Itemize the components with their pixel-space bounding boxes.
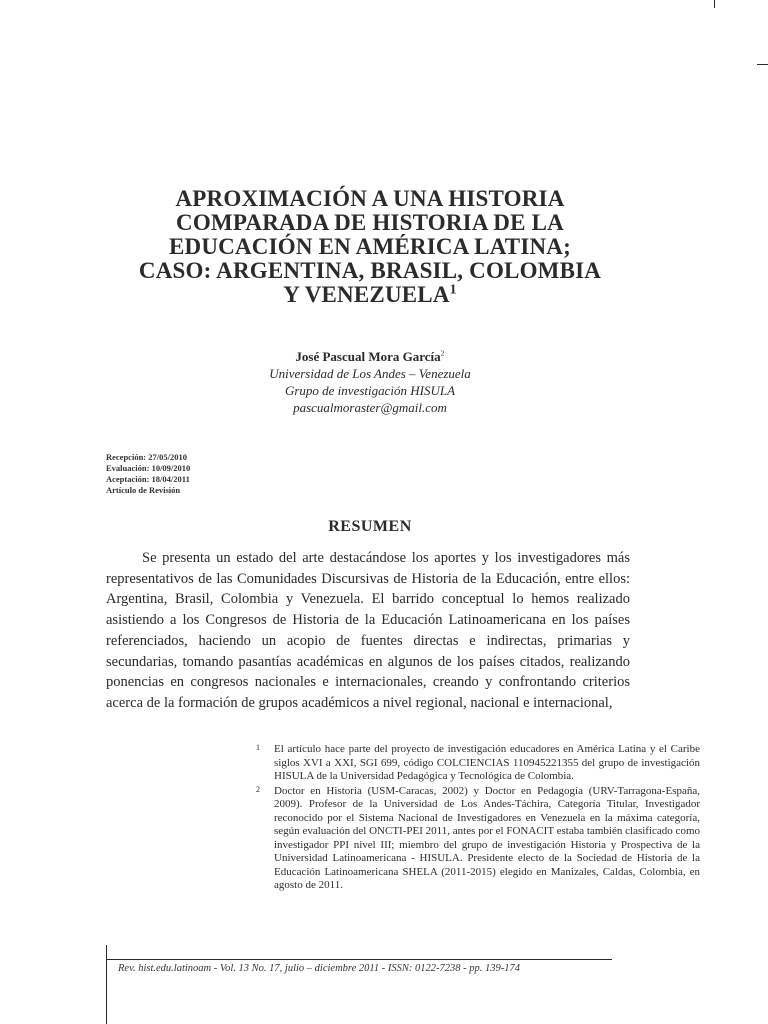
date-evaluacion: Evaluación: 10/09/2010 [106,463,191,473]
title-line: Y VENEZUELA [283,282,450,307]
abstract-body: Se presenta un estado del arte destacándose los aportes y los investigadores más representativos de las Comunidades Discursivas de Historia de la Educación, entre ellos: Argentina, Brasil, Colombia y Venezuela. El barrido conceptual lo hemos realizado asistiendo a los Congresos de Historia de la Educación Latinoamericana en los países referenciados, haciendo un acopio de fuentes directas e indirectas, primarias y secundarias, tomando pasantías académicas en algunos de los países citados, realizando ponencias en congresos nacionales e internacionales, creando y confrontando criterios acerca de la formación de grupos académicos a nivel regional, nacional e internacional, [106,550,630,711]
journal-citation: Rev. hist.edu.latinoam - Vol. 13 No. 17, julio – diciembre 2011 - ISSN: 0122-7238 - pp. 139-174 [118,963,520,974]
title-line-last [90,283,650,307]
title-line: CASO: ARGENTINA, BRASIL, COLOMBIA [138,258,602,283]
date-aceptacion: Aceptación: 18/04/2011 [106,474,190,484]
title-line: APROXIMACIÓN A UNA HISTORIA [175,186,565,211]
footnotes [256,743,700,894]
crop-mark-top [714,0,715,8]
abstract-heading: RESUMEN [328,518,412,535]
article-type: Artículo de Revisión [106,485,181,495]
footnote-text: El artículo hace parte del proyecto de investigación educadores en América Latina y el Caribe siglos XVI a XXI, SGI 699, código COLCIENCIAS 110945221355 del grupo de investigación HISULA de la Universidad Pedagógica y Tecnológica de Colombia. [274,743,700,782]
crop-mark-right [757,64,768,65]
author-name-line [295,349,444,364]
title-footnote-ref: 1 [449,281,457,297]
footnote-number: 1 [256,743,260,752]
author-group: Grupo de investigación HISULA [284,383,456,398]
article-dates [106,452,306,496]
date-recepcion: Recepción: 27/05/2010 [106,452,187,462]
footnote [256,743,700,784]
title-line: COMPARADA DE HISTORIA DE LA [176,210,564,235]
footnote [256,785,700,893]
author-name: José Pascual Mora García [295,349,441,364]
article-title [90,187,650,307]
footnote-text: Doctor en Historia (USM-Caracas, 2002) y Doctor en Pedagogía (URV-Tarragona-España, 2009). Profesor de la Universidad de Los Andes-Táchira, Categoría Titular, Investigador reconocido por el Sistema Nacional de Investigadores en Venezuela en la máxima categoría, según evaluación del ONCTI-PEI 2011, antes por el FONACIT estaba también clasificado como investigador PPI nivel III; miembro del grupo de investigación Historia y Prospectiva de la Universidad Latinoamericana - HISULA. Presidente electo de la Sociedad de Historia de la Educación Latinoamericana SHELA (2011-2015) elegido en Manizales, Caldas, Colombia, en agosto de 2011. [274,784,700,891]
author-block [200,348,540,416]
author-university: Universidad de Los Andes – Venezuela [269,366,471,381]
author-footnote-ref: 2 [440,348,445,358]
footer-rule [106,959,612,960]
title-line: EDUCACIÓN EN AMÉRICA LATINA; [169,234,571,259]
footnote-number: 2 [256,784,260,794]
author-email: pascualmoraster@gmail.com [293,400,447,415]
footer-vertical-rule [106,945,107,1024]
